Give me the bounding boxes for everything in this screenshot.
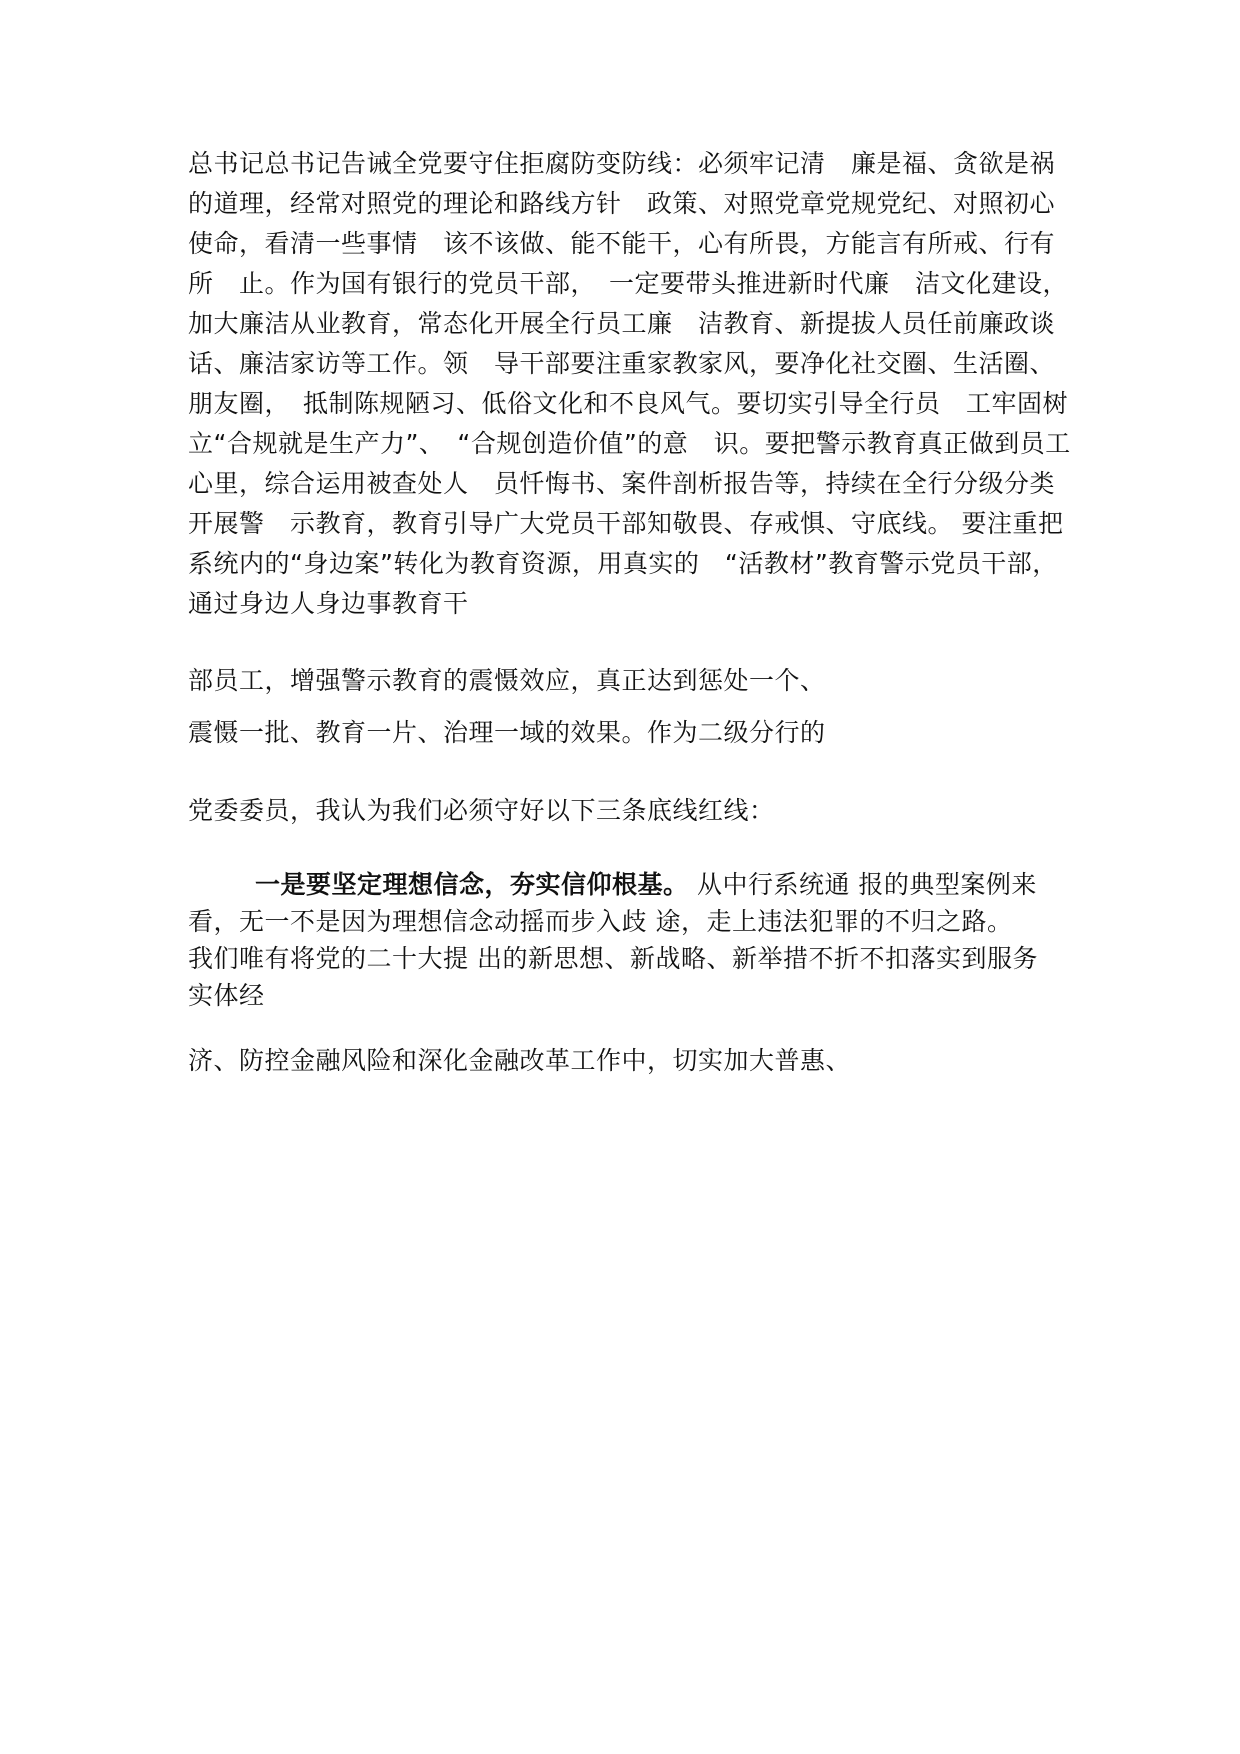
text-line: 开展警 示教育，教育引导广大党员干部知敬畏、存戒惧、守底线。 要注重把 bbox=[188, 509, 1064, 538]
text-line: 震慑一批、教育一片、治理一域的效果。作为二级分行的 bbox=[188, 718, 826, 747]
text-line: 立“合规就是生产力”、 “合规创造价值”的意 识。要把警示教育真正做到员工 bbox=[188, 429, 1071, 458]
text-line: 党委委员，我认为我们必须守好以下三条底线红线： bbox=[188, 796, 775, 825]
text-line: 所 止。作为国有银行的党员干部， 一定要带头推进新时代廉 洁文化建设， bbox=[188, 269, 1069, 298]
text-line: 心里，综合运用被查处人 员忏悔书、案件剖析报告等，持续在全行分级分类 bbox=[188, 469, 1056, 498]
text-line: 的道理，经常对照党的理论和路线方针 政策、对照党章党规党纪、对照初心 bbox=[188, 189, 1056, 218]
text-line: 使命，看清一些事情 该不该做、能不能干，心有所畏，方能言有所戒、行有 bbox=[188, 229, 1056, 258]
text-line: 看，无一不是因为理想信念动摇而步入歧 途，走上违法犯罪的不归之路。 bbox=[188, 907, 1013, 936]
text-line: 我们唯有将党的二十大提 出的新思想、新战略、新举措不折不扣落实到服务 bbox=[188, 944, 1038, 973]
text-line: 部员工，增强警示教育的震慑效应，真正达到惩处一个、 bbox=[188, 666, 826, 695]
text-run: 从中行系统通 报的典型案例来 bbox=[696, 870, 1037, 899]
text-line: 话、廉洁家访等工作。领 导干部要注重家教家风，要净化社交圈、生活圈、 bbox=[188, 349, 1056, 378]
text-line: 通过身边人身边事教育干 bbox=[188, 589, 469, 618]
text-line: 加大廉洁从业教育，常态化开展全行员工廉 洁教育、新提拔人员任前廉政谈 bbox=[188, 309, 1056, 338]
text-line bbox=[255, 865, 1037, 905]
text-line: 朋友圈， 抵制陈规陋习、低俗文化和不良风气。要切实引导全行员 工牢固树 bbox=[188, 389, 1069, 418]
section-heading: 一是要坚定理想信念，夯实信仰根基。 bbox=[255, 870, 689, 899]
text-line: 总书记总书记告诫全党要守住拒腐防变防线：必须牢记清 廉是福、贪欲是祸 bbox=[188, 149, 1056, 178]
text-line: 系统内的“身边案”转化为教育资源，用真实的 “活教材”教育警示党员干部， bbox=[188, 549, 1058, 578]
text-line: 实体经 bbox=[188, 981, 265, 1010]
text-line: 济、防控金融风险和深化金融改革工作中，切实加大普惠、 bbox=[188, 1046, 852, 1075]
